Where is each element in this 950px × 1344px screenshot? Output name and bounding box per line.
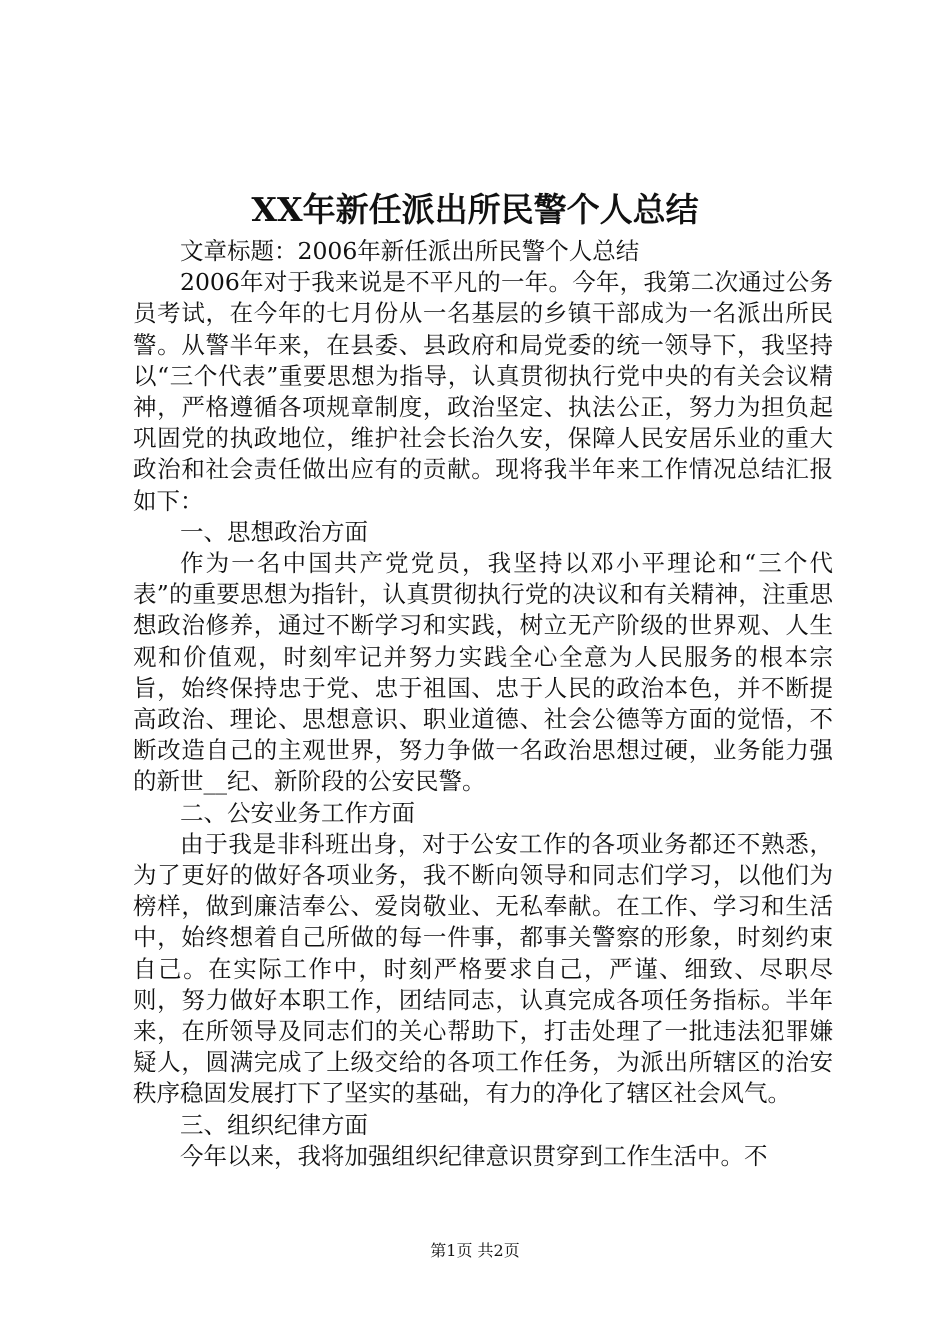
section-paragraph-3: 今年以来，我将加强组织纪律意识贯穿到工作生活中。不 bbox=[180, 1141, 768, 1170]
document-title: XX年新任派出所民警个人总结 bbox=[251, 190, 699, 229]
article-title-line: 文章标题：2006年新任派出所民警个人总结 bbox=[180, 237, 640, 265]
section-paragraph-1: 作为一名中国共产党党员，我坚持以邓小平理论和“三个代表”的重要思想为指针，认真贯彻执行党的决议和有关精神，注重思想政治修养，通过不断学习和实践，树立无产阶级的世界观、人生观和价值观，时刻牢记并努力实践全心全意为人民服务的根本宗旨，始终保持忠于党、忠于祖国、忠于人民的政治本色，并不断提高政治、理论、思想意识、职业道德、社会公德等方面的觉悟，不断改造自己的主观世界，努力争做一名政治思想过硬，业务能力强的新世__纪、新阶段的公安民警。 bbox=[133, 549, 833, 796]
section-heading-3: 三、组织纪律方面 bbox=[180, 1110, 368, 1139]
section-paragraph-2: 由于我是非科班出身，对于公安工作的各项业务都还不熟悉，为了更好的做好各项业务，我不断向领导和同志们学习，以他们为榜样，做到廉洁奉公、爱岗敬业、无私奉献。在工作、学习和生活中，始终想着自己所做的每一件事，都事关警察的形象，时刻约束自己。在实际工作中，时刻严格要求自己，严谨、细致、尽职尽则，努力做好本职工作，团结同志，认真完成各项任务指标。半年来，在所领导及同志们的关心帮助下，打击处理了一批违法犯罪嫌疑人，圆满完成了上级交给的各项工作任务，为派出所辖区的治安秩序稳固发展打下了坚实的基础，有力的净化了辖区社会风气。 bbox=[133, 829, 833, 1108]
intro-paragraph: 2006年对于我来说是不平凡的一年。今年，我第二次通过公务员考试，在今年的七月份从一名基层的乡镇干部成为一名派出所民警。从警半年来，在县委、县政府和局党委的统一领导下，我坚持以“三个代表”重要思想为指导，认真贯彻执行党中央的有关会议精神，严格遵循各项规章制度，政治坚定、执法公正，努力为担负起巩固党的执政地位，维护社会长治久安，保障人民安居乐业的重大政治和社会责任做出应有的贡献。现将我半年来工作情况总结汇报如下： bbox=[133, 268, 833, 515]
section-heading-1: 一、思想政治方面 bbox=[180, 517, 368, 546]
document-body bbox=[133, 236, 833, 1172]
section-heading-2: 二、公安业务工作方面 bbox=[180, 798, 415, 827]
page-footer: 第1页 共2页 bbox=[430, 1241, 520, 1260]
